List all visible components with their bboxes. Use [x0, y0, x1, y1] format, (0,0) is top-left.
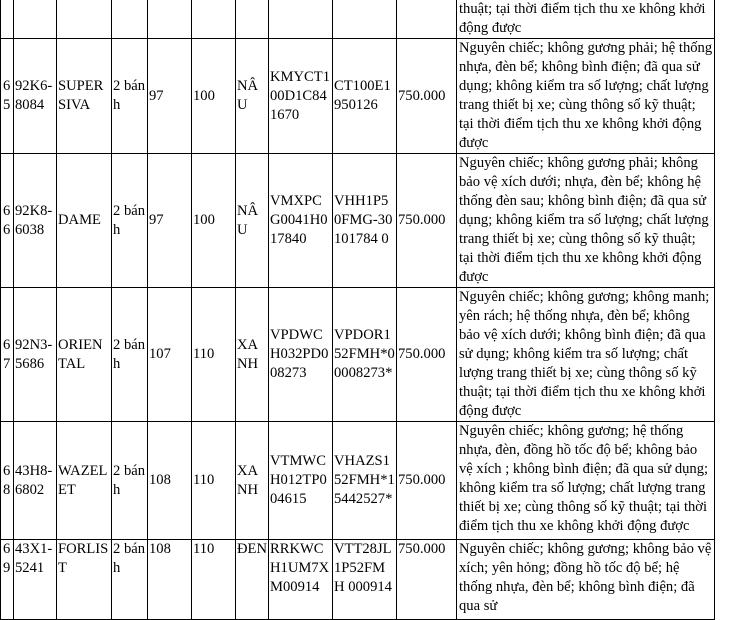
engine-no-cell: VPDOR152FMH*00008273*	[333, 288, 397, 422]
type-cell: 2 bánh	[112, 422, 148, 540]
capacity-nominal-cell: 110	[192, 540, 236, 620]
frame-no-cell: VPDWCH032PD008273	[269, 288, 333, 422]
capacity-nominal-cell: 100	[192, 39, 236, 154]
note-cell: thuật; tại thời điểm tịch thu xe không khởi động được	[457, 0, 715, 39]
plate-cell: 43H8-6802	[14, 422, 57, 540]
engine-no-cell: CT100E1950126	[333, 39, 397, 154]
brand-cell: ORIENTAL	[57, 288, 112, 422]
capacity-cell: 108	[148, 422, 192, 540]
stt-cell: 67	[1, 288, 14, 422]
capacity-cell: 97	[148, 154, 192, 288]
price-cell: 750.000	[397, 288, 457, 422]
note-cell: Nguyên chiếc; không gương; không bảo vệ xích; yên hỏng; đồng hồ tốc độ bể; hệ thống nhựa, đèn bể; không bình điện; đã qua sử	[457, 540, 715, 620]
plate-cell: 92N3-5686	[14, 288, 57, 422]
price-cell: 750.000	[397, 422, 457, 540]
engine-no-cell: VHAZS152FMH*15442527*	[333, 422, 397, 540]
frame-no-cell: VTMWCH012TP004615	[269, 422, 333, 540]
plate-cell: 43X1-5241	[14, 540, 57, 620]
type-cell: 2 bánh	[112, 288, 148, 422]
capacity-cell: 97	[148, 39, 192, 154]
brand-cell: FORLIST	[57, 540, 112, 620]
capacity-nominal-cell: 100	[192, 154, 236, 288]
brand-cell: WAZELET	[57, 422, 112, 540]
note-cell: Nguyên chiếc; không gương phải; không bảo vệ xích dưới; nhựa, đèn bể; không hệ thống đèn sau; không bình điện; đã qua sử dụng; không kiểm tra số lượng; chất lượng trang thiết bị xe; cùng thông số kỹ thuật; tại thời điểm tịch thu xe không khởi động được	[457, 154, 715, 288]
capacity-cell: 107	[148, 288, 192, 422]
stt-cell: 68	[1, 422, 14, 540]
brand-cell: SUPER SIVA	[57, 39, 112, 154]
table-row	[1, 39, 715, 154]
price-cell: 750.000	[397, 39, 457, 154]
frame-no-cell: VMXPCG0041H017840	[269, 154, 333, 288]
color-cell: NÂU	[236, 39, 269, 154]
stt-cell: 65	[1, 39, 14, 154]
note-cell: Nguyên chiếc; không gương; hệ thống nhựa, đèn, đồng hồ tốc độ bể; không bảo vệ xích ; không bình điện; đã qua sử dụng; không kiểm tra số lượng; chất lượng trang thiết bị xe; cùng thông số kỹ thuật; tại thời điểm tịch thu xe không khởi động được	[457, 422, 715, 540]
capacity-cell: 108	[148, 540, 192, 620]
frame-no-cell: RRKWCH1UM7XM00914	[269, 540, 333, 620]
stt-cell: 69	[1, 540, 14, 620]
color-cell: XANH	[236, 288, 269, 422]
price-cell: 750.000	[397, 540, 457, 620]
engine-no-cell: VTT28JL1P52FMH 000914	[333, 540, 397, 620]
frame-no-cell: KMYCT100D1C841670	[269, 39, 333, 154]
plate-cell: 92K8-6038	[14, 154, 57, 288]
capacity-nominal-cell: 110	[192, 288, 236, 422]
plate-cell: 92K6-8084	[14, 39, 57, 154]
brand-cell: DAME	[57, 154, 112, 288]
table-row	[1, 0, 715, 39]
table-row	[1, 154, 715, 288]
note-cell: Nguyên chiếc; không gương; không manh; yên rách; hệ thống nhựa, đèn bể; không bảo vệ xích dưới; không bình điện; đã qua sử dụng; không kiểm tra số lượng; chất lượng trang thiết bị xe; cùng thông số kỹ thuật; tại thời điểm tịch thu xe không khởi động được	[457, 288, 715, 422]
color-cell: ĐEN	[236, 540, 269, 620]
type-cell: 2 bánh	[112, 39, 148, 154]
type-cell: 2 bánh	[112, 540, 148, 620]
capacity-nominal-cell: 110	[192, 422, 236, 540]
table-row	[1, 540, 715, 620]
color-cell: XANH	[236, 422, 269, 540]
table-row	[1, 422, 715, 540]
note-cell: Nguyên chiếc; không gương phải; hệ thống nhựa, đèn bể; không bình điện; đã qua sử dụng; không kiểm tra số lượng; chất lượng trang thiết bị xe; cùng thông số kỹ thuật; tại thời điểm tịch thu xe không khởi động được	[457, 39, 715, 154]
price-cell: 750.000	[397, 154, 457, 288]
engine-no-cell: VHH1P50FMG-30101784 0	[333, 154, 397, 288]
color-cell: NÂU	[236, 154, 269, 288]
table-row	[1, 288, 715, 422]
stt-cell: 66	[1, 154, 14, 288]
type-cell: 2 bánh	[112, 154, 148, 288]
